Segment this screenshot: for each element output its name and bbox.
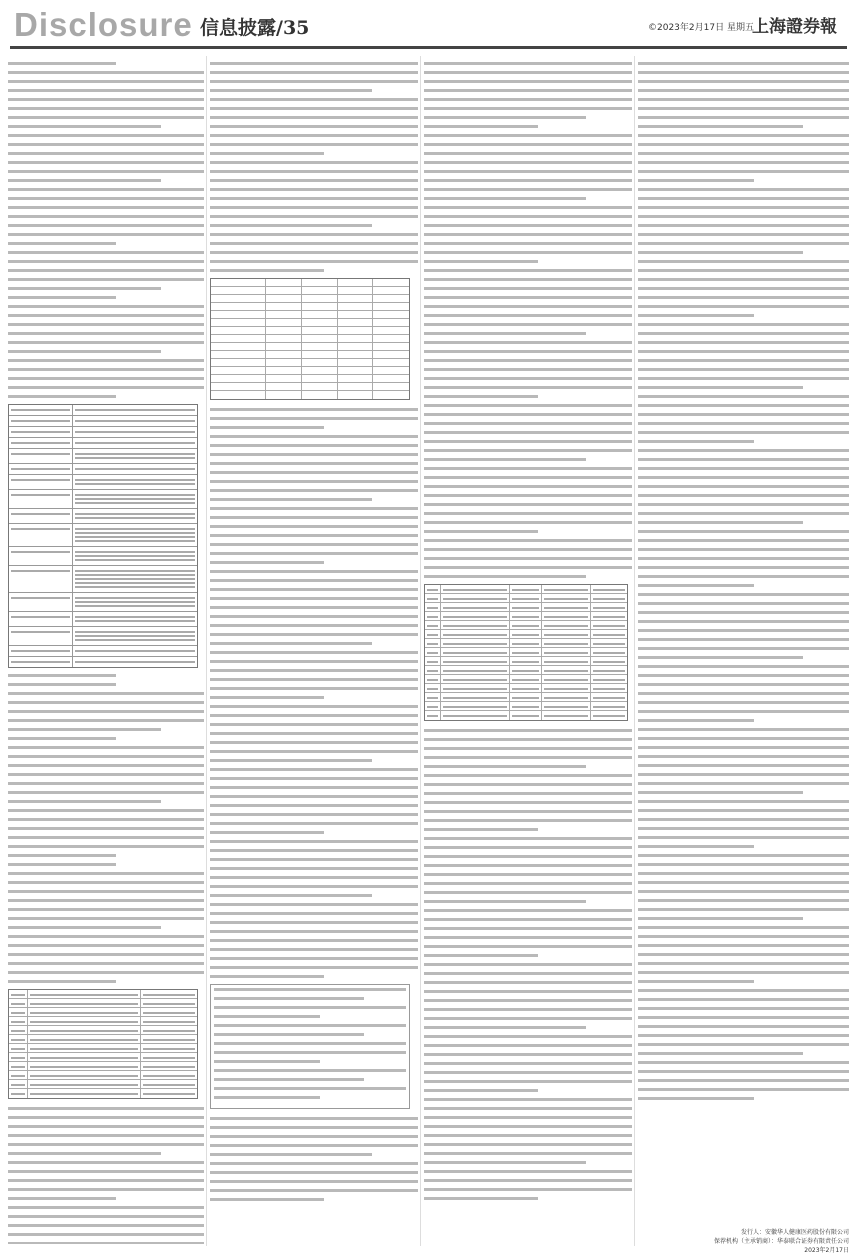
text-block <box>638 62 849 1100</box>
text-block <box>210 62 418 272</box>
section-name: 信息披露 <box>200 17 277 39</box>
masthead <box>0 0 857 46</box>
page-number: /35 <box>276 17 310 39</box>
column-divider <box>206 56 207 1246</box>
text-block <box>8 62 204 398</box>
newspaper-logo: 上海證券報 <box>752 17 837 37</box>
underwriting-info-table <box>8 404 198 668</box>
column-divider <box>420 56 421 1246</box>
price-comparison-table <box>210 278 410 400</box>
column-b <box>210 62 418 1244</box>
text-block <box>8 1107 204 1244</box>
sponsor-name: 保荐机构（主承销商）：华泰联合证券有限责任公司 <box>713 1238 849 1245</box>
issuer-name: 发行人：安徽华人健康医药股份有限公司 <box>740 1229 849 1236</box>
column-a <box>8 62 204 1244</box>
text-block <box>424 729 632 1200</box>
text-block <box>210 408 418 978</box>
text-block <box>8 674 204 983</box>
text-block <box>210 1117 418 1201</box>
column-c <box>424 62 632 1244</box>
section-title <box>200 13 309 40</box>
issue-date: ©2023年2月17日 星期五 <box>648 23 754 33</box>
text-block <box>424 62 632 578</box>
section-brand: Disclosure <box>14 6 193 43</box>
masthead-rule <box>10 46 847 49</box>
allocation-table <box>8 989 198 1099</box>
column-divider <box>634 56 635 1246</box>
schedule-box <box>210 984 410 1109</box>
column-d <box>638 62 849 1244</box>
footer-date: 2023年2月17日 <box>804 1247 849 1254</box>
issuer-footer <box>638 1228 849 1254</box>
placement-investor-table <box>424 584 628 721</box>
